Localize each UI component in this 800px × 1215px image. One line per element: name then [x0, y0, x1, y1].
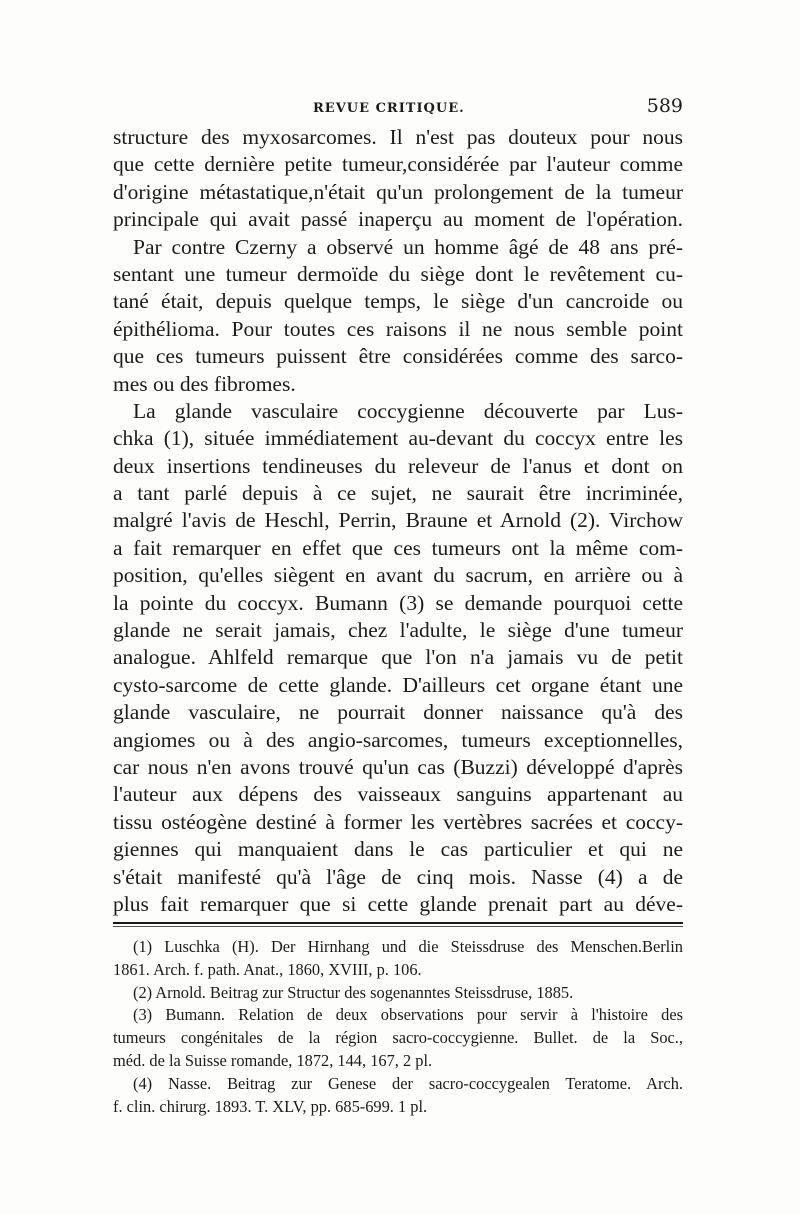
body-line: chka (1), située immédiatement au-devant du coccyx entre les	[113, 426, 683, 451]
body-line: d'origine métastatique,n'était qu'un prolongement de la tumeur	[113, 179, 683, 204]
footnote-line: 1861. Arch. f. path. Anat., 1860, XVIII, p. 106.	[113, 959, 422, 979]
body-line: position, qu'elles siègent en avant du sacrum, en arrière ou à	[113, 563, 683, 588]
footnote-line: (2) Arnold. Beitrag zur Structur des sogenanntes Steissdruse, 1885.	[133, 982, 574, 1002]
footnote-line: (4) Nasse. Beitrag zur Genese der sacro-coccygealen Teratome. Arch.	[133, 1073, 683, 1093]
footnote-separator-rule	[113, 922, 683, 924]
body-line: Par contre Czerny a observé un homme âgé de 48 ans pré-	[133, 234, 683, 259]
body-line: épithélioma. Pour toutes ces raisons il ne nous semble point	[113, 316, 683, 341]
body-line: sentant une tumeur dermoïde du siège dont le revêtement cu-	[113, 261, 683, 286]
body-line: malgré l'avis de Heschl, Perrin, Braune et Arnold (2). Virchow	[113, 508, 683, 533]
body-line: que cette dernière petite tumeur,considérée par l'auteur comme	[113, 152, 683, 177]
body-line: cysto-sarcome de cette glande. D'ailleurs cet organe étant une	[113, 672, 683, 697]
footnote-line: (3) Bumann. Relation de deux observations pour servir à l'histoire des	[133, 1005, 683, 1025]
body-line: a tant parlé depuis à ce sujet, ne saurait être incriminée,	[113, 481, 683, 506]
body-line: que ces tumeurs puissent être considérées comme des sarco-	[113, 344, 683, 369]
body-text	[113, 124, 683, 918]
body-line: tané était, depuis quelque temps, le siège d'un cancroide ou	[113, 289, 683, 314]
body-line: car nous n'en avons trouvé qu'un cas (Buzzi) développé d'après	[113, 754, 683, 779]
body-line: glande ne serait jamais, chez l'adulte, le siège d'une tumeur	[113, 618, 683, 643]
running-title: REVUE CRITIQUE.	[313, 101, 465, 116]
body-line: analogue. Ahlfeld remarque que l'on n'a jamais vu de petit	[113, 645, 683, 670]
body-line: plus fait remarquer que si cette glande prenait part au déve-	[113, 891, 683, 916]
body-line: structure des myxosarcomes. Il n'est pas douteux pour nous	[113, 125, 683, 149]
body-line: a fait remarquer en effet que ces tumeurs ont la même com-	[113, 535, 683, 560]
body-line: s'était manifesté qu'à l'âge de cinq mois. Nasse (4) a de	[113, 864, 683, 889]
body-line: La glande vasculaire coccygienne découverte par Lus-	[133, 398, 683, 423]
body-line: la pointe du coccyx. Bumann (3) se demande pourquoi cette	[113, 590, 683, 615]
footnote-line: (1) Luschka (H). Der Hirnhang und die Steissdruse des Menschen.Berlin	[133, 937, 683, 956]
footnote-line: f. clin. chirurg. 1893. T. XLV, pp. 685-699. 1 pl.	[113, 1096, 428, 1116]
body-line: principale qui avait passé inaperçu au moment de l'opération.	[113, 207, 683, 232]
footnotes	[113, 936, 683, 1118]
body-line: l'auteur aux dépens des vaisseaux sanguins appartenant au	[113, 782, 683, 807]
page-number: 589	[646, 95, 683, 117]
body-line: tissu ostéogène destiné à former les vertèbres sacrées et coccy-	[113, 809, 683, 834]
body-line: mes ou des fibromes.	[113, 371, 296, 396]
body-line: glande vasculaire, ne pourrait donner naissance qu'à des	[113, 700, 683, 725]
footnote-separator-rule-thin	[113, 926, 683, 927]
body-line: deux insertions tendineuses du releveur de l'anus et dont on	[113, 453, 683, 478]
footnote-line: méd. de la Suisse romande, 1872, 144, 167, 2 pl.	[113, 1050, 433, 1070]
body-line: giennes qui manquaient dans le cas particulier et qui ne	[113, 837, 683, 862]
footnote-line: tumeurs congénitales de la région sacro-coccygienne. Bullet. de la Soc.,	[113, 1028, 683, 1048]
body-line: angiomes ou à des angio-sarcomes, tumeurs exceptionnelles,	[113, 727, 683, 752]
running-head	[113, 95, 683, 123]
